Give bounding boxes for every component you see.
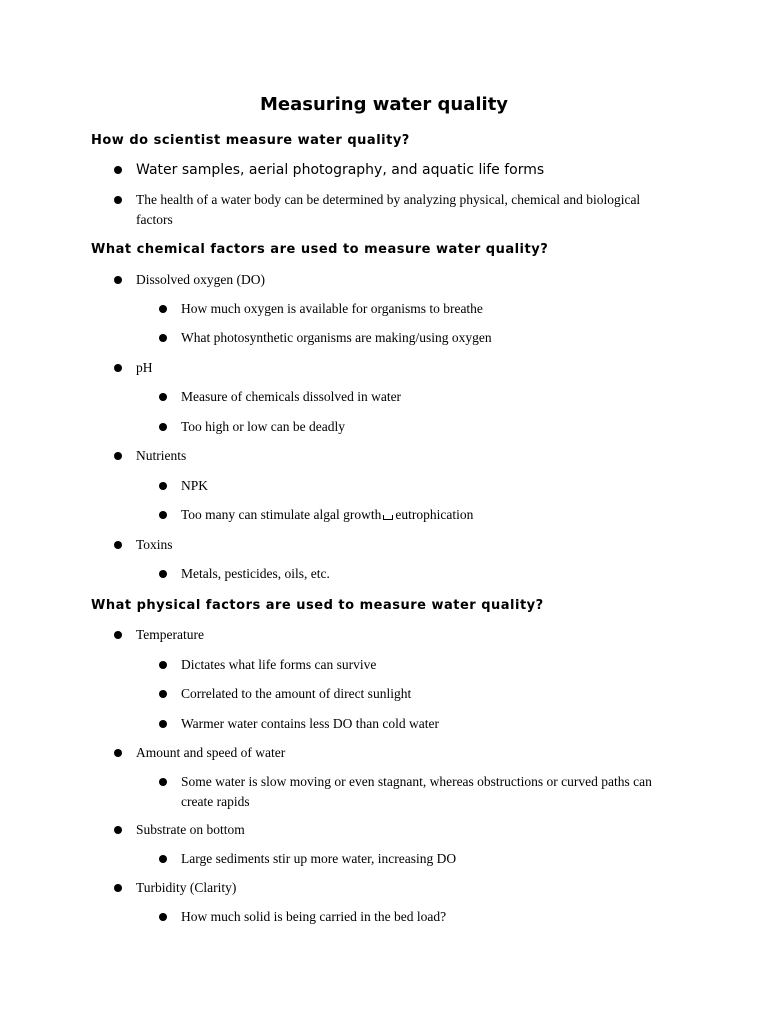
list-item-text: Amount and speed of water — [136, 745, 286, 760]
bullet-icon — [159, 720, 167, 728]
list-item — [136, 820, 676, 840]
bullet-icon — [114, 364, 122, 372]
list-item — [136, 190, 676, 230]
bullet-icon — [159, 913, 167, 921]
sub-list-item-text: How much solid is being carried in the bed load? — [181, 909, 447, 924]
bullet-icon — [159, 661, 167, 669]
bullet-icon — [114, 826, 122, 834]
list-item — [136, 446, 676, 466]
list-item-text: Turbidity (Clarity) — [136, 880, 237, 895]
bullet-icon — [159, 423, 167, 431]
list-item-text: pH — [136, 360, 153, 375]
list-item-text: The health of a water body can be determined by analyzing physical, chemical and biological factors — [136, 192, 641, 227]
sub-list-item-text: Large sediments stir up more water, increasing DO — [181, 851, 457, 866]
bullet-icon — [114, 276, 122, 284]
bullet-icon — [159, 334, 167, 342]
sub-list-item — [181, 387, 681, 407]
list-item — [136, 535, 676, 555]
bullet-icon — [159, 778, 167, 786]
sub-list-item — [181, 505, 681, 525]
list-item-text: Substrate on bottom — [136, 822, 245, 837]
bullet-icon — [114, 166, 122, 174]
sub-list-item-text: What photosynthetic organisms are making/using oxygen — [181, 330, 492, 345]
sub-list-item-text: Correlated to the amount of direct sunlight — [181, 686, 412, 701]
bullet-icon — [114, 631, 122, 639]
list-item-text: Toxins — [136, 537, 173, 552]
bullet-icon — [114, 196, 122, 204]
sub-list-item — [181, 714, 681, 734]
sub-list-item-text: How much oxygen is available for organisms to breathe — [181, 301, 483, 316]
list-item — [136, 878, 676, 898]
sub-list-item-text: Warmer water contains less DO than cold water — [181, 716, 439, 731]
sub-list-item-text: Measure of chemicals dissolved in water — [181, 389, 402, 404]
sub-list-item-text: Dictates what life forms can survive — [181, 657, 377, 672]
list-item — [136, 625, 676, 645]
bullet-icon — [159, 305, 167, 313]
sub-list-item-text: Metals, pesticides, oils, etc. — [181, 566, 330, 581]
section-heading: How do scientist measure water quality? — [91, 133, 410, 148]
list-item-text: Temperature — [136, 627, 205, 642]
sub-list-item — [181, 849, 681, 869]
sub-list-item-text: NPK — [181, 478, 209, 493]
sub-list-item — [181, 772, 681, 812]
bullet-icon — [159, 393, 167, 401]
sub-list-item-text: eutrophication — [395, 507, 474, 522]
bullet-icon — [114, 541, 122, 549]
sub-list-item — [181, 907, 681, 927]
sub-list-item-text: Too many can stimulate algal growth — [181, 507, 382, 522]
sub-list-item — [181, 684, 681, 704]
list-item — [136, 743, 676, 763]
document-title: Measuring water quality — [259, 94, 509, 115]
bullet-icon — [114, 884, 122, 892]
arrow-icon — [383, 515, 393, 520]
list-item — [136, 160, 676, 180]
bullet-icon — [159, 690, 167, 698]
list-item — [136, 358, 676, 378]
sub-list-item — [181, 328, 681, 348]
sub-list-item — [181, 299, 681, 319]
section-heading: What chemical factors are used to measure water quality? — [91, 242, 549, 257]
bullet-icon — [159, 482, 167, 490]
list-item-text: Dissolved oxygen (DO) — [136, 272, 265, 287]
list-item-text: Nutrients — [136, 448, 187, 463]
bullet-icon — [159, 511, 167, 519]
sub-list-item — [181, 417, 681, 437]
bullet-icon — [159, 855, 167, 863]
sub-list-item — [181, 655, 681, 675]
bullet-icon — [114, 749, 122, 757]
bullet-icon — [114, 452, 122, 460]
sub-list-item — [181, 476, 681, 496]
bullet-icon — [159, 570, 167, 578]
sub-list-item — [181, 564, 681, 584]
sub-list-item-text: Too high or low can be deadly — [181, 419, 346, 434]
sub-list-item-text: Some water is slow moving or even stagnant, whereas obstructions or curved paths can create rapids — [181, 774, 652, 809]
list-item-text: Water samples, aerial photography, and aquatic life forms — [136, 162, 545, 178]
section-heading: What physical factors are used to measure water quality? — [91, 598, 544, 613]
list-item — [136, 270, 676, 290]
